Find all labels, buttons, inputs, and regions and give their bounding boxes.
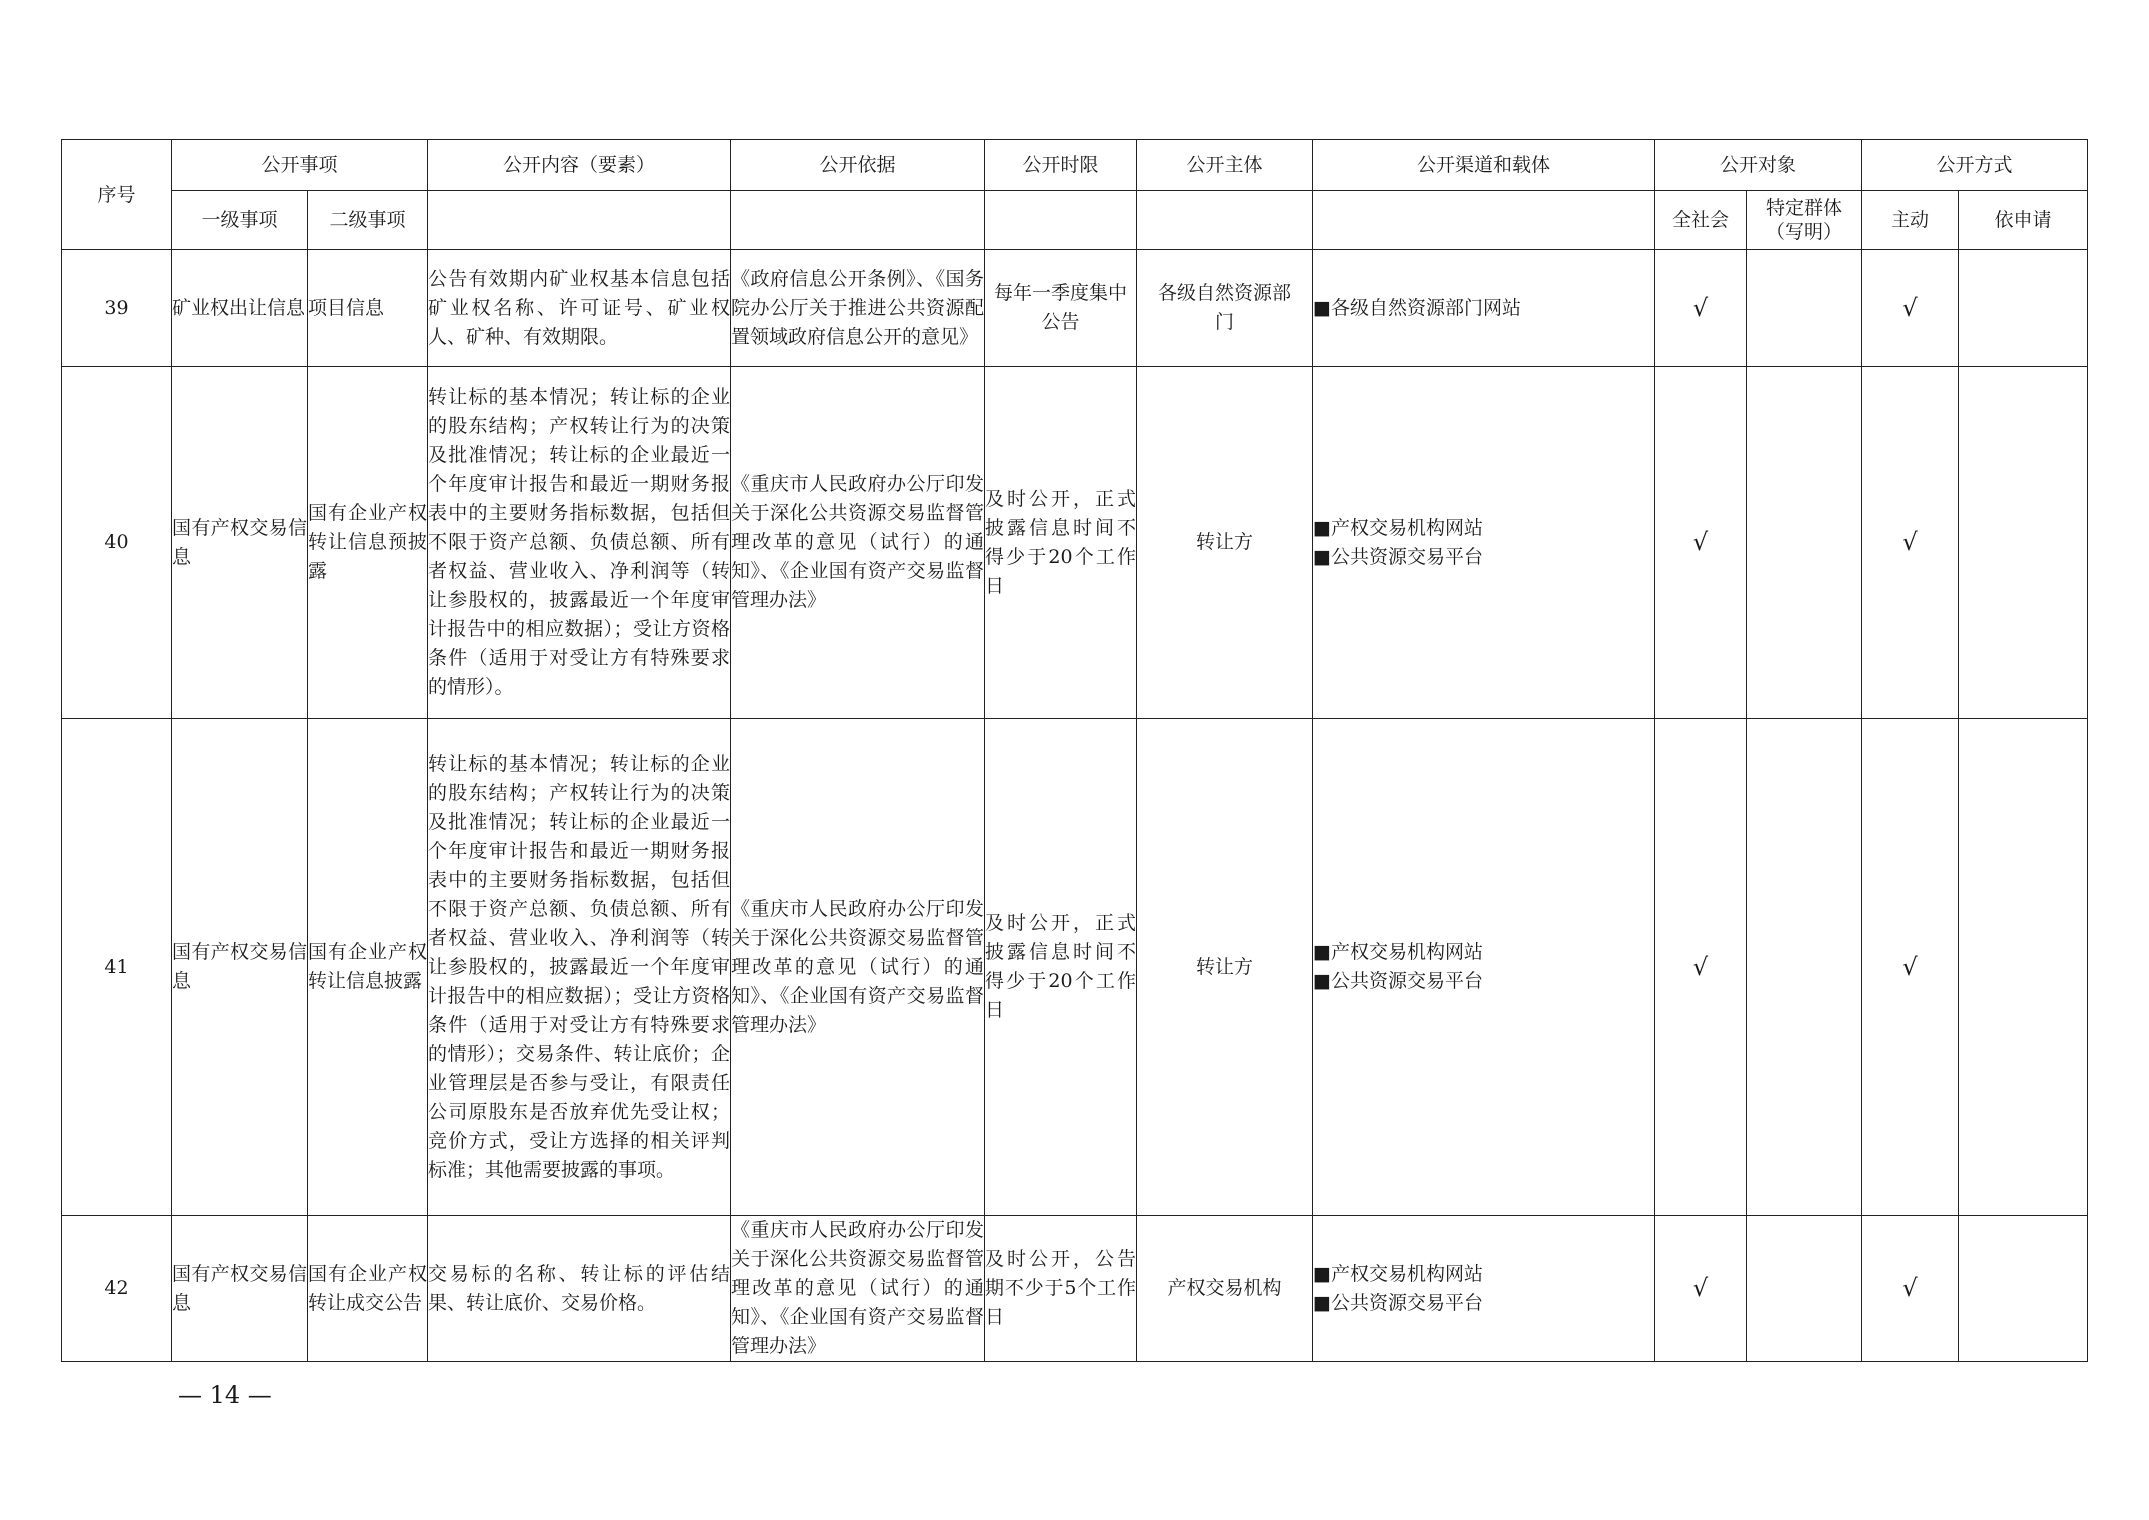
row-item-l1: 国有产权交易信息 [172, 1216, 308, 1362]
check-apply [1959, 367, 2088, 719]
check-specific [1747, 1216, 1862, 1362]
channel-item: ■各级自然资源部门网站 [1313, 296, 1521, 319]
row-content: 转让标的基本情况；转让标的企业的股东结构；产权转让行为的决策及批准情况；转让标的企业最近一个年度审计报告和最近一期财务报表中的主要财务指标数据，包括但不限于资产总额、负债总额、所有者权益、营业收入、净利润等（转让参股权的，披露最近一个年度审计报告中的相应数据）；受让方资格条件（适用于对受让方有特殊要求的情形）；交易条件、转让底价；企业管理层是否参与受让，有限责任公司原股东是否放弃优先受让权；竞价方式，受让方选择的相关评判标准；其他需要披露的事项。 [428, 719, 731, 1216]
empty-header [1137, 191, 1313, 250]
col-item: 公开事项 [172, 140, 428, 191]
check-apply [1959, 719, 2088, 1216]
empty-header [731, 191, 985, 250]
row-basis: 《重庆市人民政府办公厅印发关于深化公共资源交易监督管理改革的意见（试行）的通知》、《企业国有资产交易监督管理办法》 [731, 1216, 985, 1362]
check-specific [1747, 367, 1862, 719]
row-item-l1: 矿业权出让信息 [172, 250, 308, 367]
row-seq: 41 [62, 719, 172, 1216]
row-subject: 转让方 [1137, 719, 1313, 1216]
col-item-l1: 一级事项 [172, 191, 308, 250]
row-basis: 《重庆市人民政府办公厅印发关于深化公共资源交易监督管理改革的意见（试行）的通知》、《企业国有资产交易监督管理办法》 [731, 367, 985, 719]
channel-item: ■公共资源交易平台 [1313, 1291, 1483, 1314]
row-subject: 产权交易机构 [1137, 1216, 1313, 1362]
col-method-apply: 依申请 [1959, 191, 2088, 250]
col-target-all: 全社会 [1655, 191, 1747, 250]
row-item-l1: 国有产权交易信息 [172, 367, 308, 719]
check-all: √ [1655, 250, 1747, 367]
col-content: 公开内容（要素） [428, 140, 731, 191]
check-apply [1959, 250, 2088, 367]
disclosure-table [61, 139, 2088, 1362]
row-seq: 40 [62, 367, 172, 719]
row-basis: 《重庆市人民政府办公厅印发关于深化公共资源交易监督管理改革的意见（试行）的通知》、《企业国有资产交易监督管理办法》 [731, 719, 985, 1216]
col-target: 公开对象 [1655, 140, 1862, 191]
row-content: 转让标的基本情况；转让标的企业的股东结构；产权转让行为的决策及批准情况；转让标的企业最近一个年度审计报告和最近一期财务报表中的主要财务指标数据，包括但不限于资产总额、负债总额、所有者权益、营业收入、净利润等（转让参股权的，披露最近一个年度审计报告中的相应数据）；受让方资格条件（适用于对受让方有特殊要求的情形）。 [428, 367, 731, 719]
check-active: √ [1862, 719, 1959, 1216]
col-target-specific: 特定群体（写明） [1747, 191, 1862, 250]
check-all: √ [1655, 367, 1747, 719]
row-subject: 转让方 [1137, 367, 1313, 719]
channel-item: ■产权交易机构网站 [1313, 516, 1483, 539]
channel-item: ■产权交易机构网站 [1313, 941, 1483, 963]
table-row [62, 367, 2088, 719]
empty-header [428, 191, 731, 250]
empty-header [985, 191, 1137, 250]
row-deadline: 及时公开，正式披露信息时间不得少于20个工作日 [985, 719, 1137, 1216]
check-active: √ [1862, 367, 1959, 719]
check-active: √ [1862, 250, 1959, 367]
header-row-2 [62, 191, 2088, 250]
col-deadline: 公开时限 [985, 140, 1137, 191]
table-row [62, 1216, 2088, 1362]
col-channel: 公开渠道和载体 [1313, 140, 1655, 191]
channel-item: ■公共资源交易平台 [1313, 970, 1483, 992]
col-subject: 公开主体 [1137, 140, 1313, 191]
page-number: — 14 — [178, 1381, 272, 1409]
col-seq: 序号 [62, 140, 172, 250]
table-row [62, 250, 2088, 367]
table-row [62, 719, 2088, 1216]
row-deadline: 每年一季度集中公告 [985, 250, 1137, 367]
row-content: 交易标的名称、转让标的评估结果、转让底价、交易价格。 [428, 1216, 731, 1362]
check-all: √ [1655, 1216, 1747, 1362]
channel-item: ■产权交易机构网站 [1313, 1262, 1483, 1285]
header-row-1 [62, 140, 2088, 191]
row-seq: 39 [62, 250, 172, 367]
channel-item: ■公共资源交易平台 [1313, 545, 1483, 568]
check-all: √ [1655, 719, 1747, 1216]
row-channel [1313, 250, 1655, 367]
row-item-l2: 国有企业产权转让信息披露 [308, 719, 428, 1216]
col-item-l2: 二级事项 [308, 191, 428, 250]
check-active: √ [1862, 1216, 1959, 1362]
row-content: 公告有效期内矿业权基本信息包括矿业权名称、许可证号、矿业权人、矿种、有效期限。 [428, 250, 731, 367]
check-specific [1747, 250, 1862, 367]
row-item-l2: 项目信息 [308, 250, 428, 367]
row-item-l2: 国有企业产权转让信息预披露 [308, 367, 428, 719]
row-deadline: 及时公开，正式披露信息时间不得少于20个工作日 [985, 367, 1137, 719]
row-subject: 各级自然资源部门 [1137, 250, 1313, 367]
row-channel [1313, 719, 1655, 1216]
row-item-l2: 国有企业产权转让成交公告 [308, 1216, 428, 1362]
row-channel [1313, 1216, 1655, 1362]
empty-header [1313, 191, 1655, 250]
row-channel [1313, 367, 1655, 719]
col-method-active: 主动 [1862, 191, 1959, 250]
row-seq: 42 [62, 1216, 172, 1362]
check-apply [1959, 1216, 2088, 1362]
row-item-l1: 国有产权交易信息 [172, 719, 308, 1216]
row-basis: 《政府信息公开条例》、《国务院办公厅关于推进公共资源配置领域政府信息公开的意见》 [731, 250, 985, 367]
row-deadline: 及时公开，公告期不少于5个工作日 [985, 1216, 1137, 1362]
check-specific [1747, 719, 1862, 1216]
col-basis: 公开依据 [731, 140, 985, 191]
col-method: 公开方式 [1862, 140, 2088, 191]
